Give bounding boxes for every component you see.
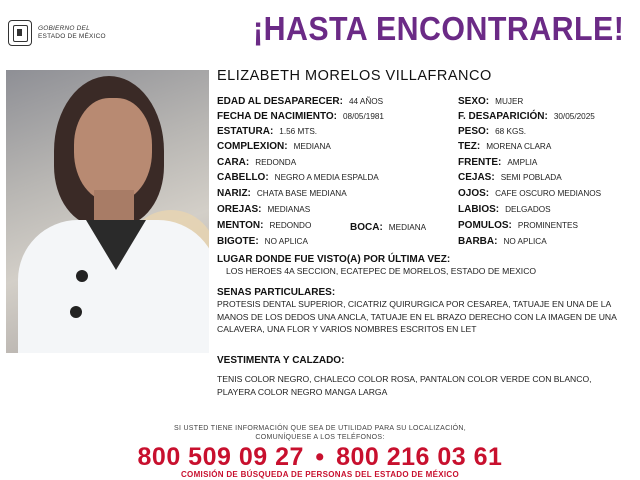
last-seen-text: LOS HEROES 4A SECCION, ECATEPEC DE MORELOS, ESTADO DE MEXICO (226, 266, 537, 276)
field-sex: SEXO: MUJER (458, 96, 524, 107)
field-hair: CABELLO: NEGRO A MEDIA ESPALDA (217, 172, 379, 183)
phone-number-1[interactable]: 800 509 09 27 (137, 443, 304, 471)
field-ears: OREJAS: MEDIANAS (217, 204, 311, 215)
gov-line-2: ESTADO DE MÉXICO (38, 33, 106, 40)
field-skin-tone: TEZ: MORENA CLARA (458, 141, 552, 152)
headline: ¡HASTA ENCONTRARLE! (253, 10, 625, 47)
field-chin: MENTON: REDONDO (217, 220, 312, 231)
field-height: ESTATURA: 1.56 MTS. (217, 126, 318, 137)
field-weight: PESO: 68 KGS. (458, 126, 527, 137)
field-forehead: FRENTE: AMPLIA (458, 157, 538, 168)
field-eyes: OJOS: CAFE OSCURO MEDIANOS (458, 188, 602, 199)
field-face: CARA: REDONDA (217, 157, 297, 168)
state-seal-icon (8, 20, 32, 46)
field-mouth: BOCA: MEDIANA (350, 222, 427, 233)
marks-text: PROTESIS DENTAL SUPERIOR, CICATRIZ QUIRURGICA POR CESAREA, TATUAJE EN UNA DE LA MANOS DE LOS DEDOS UNA ANCLA, TATUAJE EN EL BRAZO DERECHO CON LA IMAGEN DE UNA CALAVERA, UNA FLOR Y VARIOS NOMBRES ESCRITOS EN LET (217, 299, 617, 334)
field-age: EDAD AL DESAPARECER: 44 AÑOS (217, 96, 384, 107)
field-cheekbones: POMULOS: PROMINENTES (458, 220, 578, 231)
last-seen-title: LUGAR DONDE FUE VISTO(A) POR ÚLTIMA VEZ: (217, 254, 451, 265)
contact-note-line-1: SI USTED TIENE INFORMACIÓN QUE SEA DE UTILIDAD PARA SU LOCALIZACIÓN, (173, 425, 467, 432)
field-nose: NARIZ: CHATA BASE MEDIANA (217, 188, 347, 199)
field-complexion: COMPLEXION: MEDIANA (217, 141, 331, 152)
phone-number-2[interactable]: 800 216 03 61 (336, 443, 503, 471)
contact-note-line-2: COMUNÍQUESE A LOS TELÉFONOS: (255, 434, 385, 441)
field-birth-date: FECHA DE NACIMIENTO: 08/05/1981 (217, 111, 384, 122)
government-name (38, 25, 106, 41)
missing-person-photo (6, 70, 209, 353)
marks-title: SENAS PARTICULARES: (217, 287, 336, 298)
field-eyebrows: CEJAS: SEMI POBLADA (458, 172, 562, 183)
field-disappearance-date: F. DESAPARICIÓN: 30/05/2025 (458, 111, 595, 122)
gov-line-1: GOBIERNO DEL (38, 25, 90, 32)
clothing-title: VESTIMENTA Y CALZADO: (217, 355, 345, 366)
person-name: ELIZABETH MORELOS VILLAFRANCO (217, 68, 492, 84)
field-beard: BARBA: NO APLICA (458, 236, 547, 247)
separator-dot: • (315, 443, 325, 471)
commission-name: COMISIÓN DE BÚSQUEDA DE PERSONAS DEL ESTADO DE MÉXICO (180, 470, 459, 479)
field-lips: LABIOS: DELGADOS (458, 204, 551, 215)
clothing-text: TENIS COLOR NEGRO, CHALECO COLOR ROSA, PANTALON COLOR VERDE CON BLANCO, PLAYERA COLOR NEGRO MANGA LARGA (217, 374, 592, 397)
government-logo (8, 20, 106, 46)
phone-numbers (0, 443, 640, 472)
field-mustache: BIGOTE: NO APLICA (217, 236, 308, 247)
